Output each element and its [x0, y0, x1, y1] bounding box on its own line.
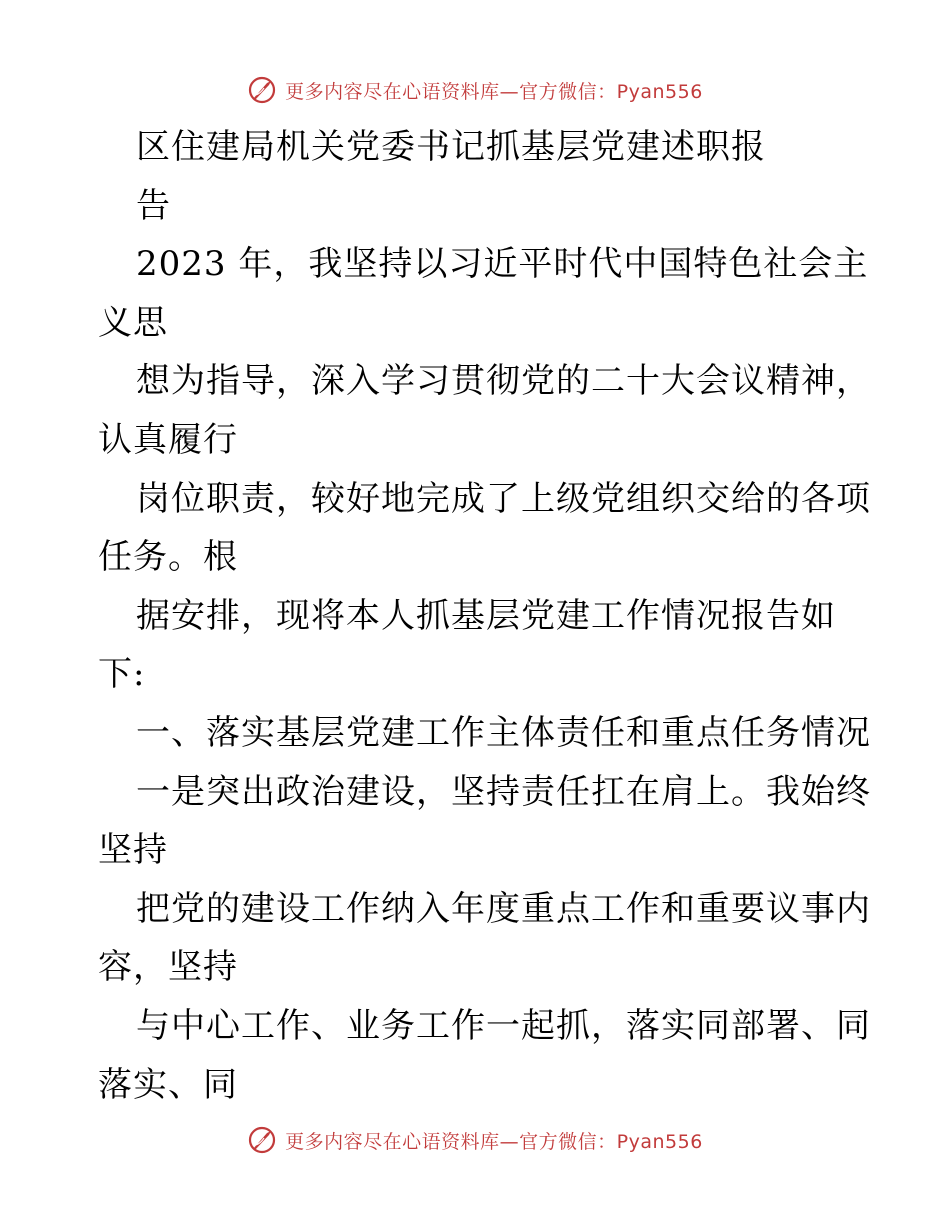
doc-line: 区住建局机关党委书记抓基层党建述职报 [136, 127, 766, 167]
header-watermark-text: 更多内容尽在心语资料库—官方微信：Pyan556 [285, 80, 703, 103]
doc-line: 容，坚持 [98, 947, 238, 988]
document-body [98, 118, 871, 1114]
footer-watermark-banner [0, 1120, 950, 1160]
doc-line: 一、落实基层党建工作主体责任和重点任务情况 [136, 712, 871, 753]
doc-line: 岗位职责，较好地完成了上级党组织交给的各项 [136, 478, 871, 519]
doc-line: 2023 年，我坚持以习近平时代中国特色社会主 [136, 244, 869, 285]
doc-line: 据安排，现将本人抓基层党建工作情况报告如 [136, 595, 836, 636]
doc-line: 坚持 [98, 830, 168, 871]
doc-line: 一是突出政治建设，坚持责任扛在肩上。我始终 [136, 771, 871, 812]
quill-pen-logo-icon [247, 1125, 277, 1155]
footer-watermark-text: 更多内容尽在心语资料库—官方微信：Pyan556 [285, 1130, 703, 1153]
doc-line: 任务。根 [98, 537, 238, 578]
doc-line: 告 [136, 185, 171, 226]
doc-line: 下: [98, 654, 146, 695]
header-watermark-banner [0, 70, 950, 110]
doc-line: 认真履行 [98, 419, 238, 460]
doc-line: 义思 [98, 302, 168, 343]
doc-line: 与中心工作、业务工作一起抓，落实同部署、同 [136, 1005, 871, 1046]
doc-line: 想为指导，深入学习贯彻党的二十大会议精神， [136, 361, 871, 402]
quill-pen-logo-icon [247, 75, 277, 105]
doc-line: 落实、同 [98, 1064, 238, 1105]
doc-line: 把党的建设工作纳入年度重点工作和重要议事内 [136, 888, 871, 929]
